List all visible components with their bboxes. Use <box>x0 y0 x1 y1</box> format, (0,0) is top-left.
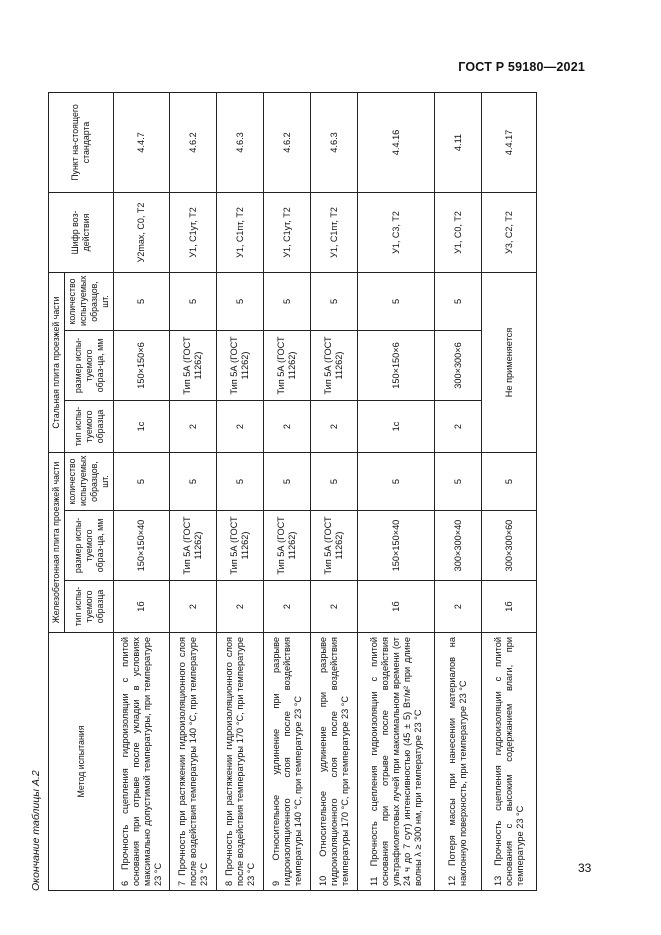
code-cell: У1, С1ут, Т2 <box>264 192 311 272</box>
clause-cell: 4.4.17 <box>482 92 537 192</box>
concrete-type-cell: 2 <box>217 581 264 633</box>
concrete-count-cell: 5 <box>482 453 537 511</box>
steel-count-cell: 5 <box>217 272 264 330</box>
rotated-table-area <box>30 93 531 891</box>
table-row <box>114 92 170 890</box>
steel-not-applicable-cell: Не применяется <box>482 272 537 452</box>
concrete-type-cell: 2 <box>170 581 217 633</box>
table-a2 <box>48 92 537 891</box>
steel-size-cell: Тип 5А (ГОСТ 11262) <box>311 331 358 401</box>
method-cell: 8 Прочность при растяжении гидроизоляционного слоя после воздействия температуры 170 °С, при температуре 23 °С <box>217 633 264 891</box>
steel-type-cell: 2 <box>264 401 311 453</box>
concrete-count-cell: 5 <box>170 453 217 511</box>
steel-type-cell: 2 <box>170 401 217 453</box>
method-cell: 11 Прочность сцепления гидроизоляции с плитой основания при отрыве после воздействия ультрафиолетовых лучей при максимальном времени (от 24 ч до 7 сут) интенсивностью (45 ± 5) Вт/м² при длине волны λ ≥ 300 нм, при температуре 23 °С <box>358 633 435 891</box>
table-row <box>435 92 482 890</box>
concrete-count-cell: 5 <box>311 453 358 511</box>
table-caption: Окончание таблицы А.2 <box>30 770 42 891</box>
table-row <box>264 92 311 890</box>
steel-size-cell: Тип 5А (ГОСТ 11262) <box>217 331 264 401</box>
steel-count-cell: 5 <box>114 272 170 330</box>
concrete-size-cell: Тип 5А (ГОСТ 11262) <box>311 511 358 581</box>
concrete-type-cell: 2 <box>264 581 311 633</box>
clause-cell: 4.11 <box>435 92 482 192</box>
page-number: 33 <box>578 861 592 875</box>
clause-cell: 4.6.2 <box>170 92 217 192</box>
concrete-count-cell: 5 <box>358 453 435 511</box>
method-cell: 13 Прочность сцепления гидроизоляции с плитой основания с высоким содержанием влаги, при температуре 23 °С <box>482 633 537 891</box>
header-steel-count: количество испытуемых образцов, шт. <box>65 272 114 330</box>
header-method: Метод испытания <box>49 633 114 891</box>
header-concrete-count: количество испытуемых образцов, шт. <box>65 453 114 511</box>
steel-count-cell: 5 <box>435 272 482 330</box>
steel-size-cell: 150×150×6 <box>358 331 435 401</box>
code-cell: У1, С1пт, Т2 <box>217 192 264 272</box>
method-cell: 12 Потеря массы при нанесении материалов на наклонную поверхность, при температуре 23 °С <box>435 633 482 891</box>
steel-type-cell: 2 <box>435 401 482 453</box>
steel-count-cell: 5 <box>358 272 435 330</box>
steel-type-cell: 2 <box>311 401 358 453</box>
concrete-count-cell: 5 <box>114 453 170 511</box>
concrete-type-cell: 1б <box>114 581 170 633</box>
header-concrete-slab: Железобетонная плита проезжей части <box>49 453 65 633</box>
concrete-type-cell: 1б <box>482 581 537 633</box>
concrete-size-cell: Тип 5А (ГОСТ 11262) <box>217 511 264 581</box>
method-cell: 7 Прочность при растяжении гидроизоляционного слоя после воздействия температуры 140 °С, при температуре 23 °С <box>170 633 217 891</box>
clause-cell: 4.6.3 <box>311 92 358 192</box>
table-row <box>358 92 435 890</box>
steel-count-cell: 5 <box>170 272 217 330</box>
concrete-type-cell: 2 <box>435 581 482 633</box>
steel-size-cell: 150×150×6 <box>114 331 170 401</box>
clause-cell: 4.4.16 <box>358 92 435 192</box>
concrete-size-cell: 150×150×40 <box>114 511 170 581</box>
document-code: ГОСТ Р 59180—2021 <box>458 60 585 74</box>
header-steel-size: размер испы-туемого образ-ца, мм <box>65 331 114 401</box>
header-steel-slab: Стальная плита проезжей части <box>49 272 65 452</box>
steel-size-cell: Тип 5А (ГОСТ 11262) <box>264 331 311 401</box>
steel-type-cell: 1с <box>114 401 170 453</box>
table-row <box>170 92 217 890</box>
concrete-size-cell: 300×300×60 <box>482 511 537 581</box>
code-cell: У3, С2, Т2 <box>482 192 537 272</box>
code-cell: У1, С3, Т2 <box>358 192 435 272</box>
table-row <box>311 92 358 890</box>
method-cell: 10 Относительное удлинение при разрыве гидроизоляционного слоя после воздействия температуры 170 °С, при температуре 23 °С <box>311 633 358 891</box>
method-cell: 6 Прочность сцепления гидроизоляции с плитой основания при отрыве после укладки в условиях максимально допустимой температуры, при температуре 23 °С <box>114 633 170 891</box>
code-cell: У1, С0, Т2 <box>435 192 482 272</box>
concrete-size-cell: Тип 5А (ГОСТ 11262) <box>264 511 311 581</box>
code-cell: У2max, С0, Т2 <box>114 192 170 272</box>
code-cell: У1, С1пт, Т2 <box>311 192 358 272</box>
table-row <box>217 92 264 890</box>
steel-size-cell: 300×300×6 <box>435 331 482 401</box>
header-steel-type: тип испы-туемого образца <box>65 401 114 453</box>
clause-cell: 4.6.3 <box>217 92 264 192</box>
clause-cell: 4.4.7 <box>114 92 170 192</box>
header-concrete-type: тип испы-туемого образца <box>65 581 114 633</box>
concrete-count-cell: 5 <box>217 453 264 511</box>
table-row <box>482 92 537 890</box>
concrete-type-cell: 2 <box>311 581 358 633</box>
concrete-size-cell: 150×150×40 <box>358 511 435 581</box>
header-clause: Пункт на-стоящего стандарта <box>49 92 114 192</box>
header-concrete-size: размер испы-туемого образ-ца, мм <box>65 511 114 581</box>
steel-type-cell: 1с <box>358 401 435 453</box>
steel-count-cell: 5 <box>311 272 358 330</box>
method-cell: 9 Относительное удлинение при разрыве гидроизоляционного слоя после воздействия температуры 140 °С, при температуре 23 °С <box>264 633 311 891</box>
steel-size-cell: Тип 5А (ГОСТ 11262) <box>170 331 217 401</box>
concrete-size-cell: Тип 5А (ГОСТ 11262) <box>170 511 217 581</box>
concrete-type-cell: 1б <box>358 581 435 633</box>
code-cell: У1, С1ут, Т2 <box>170 192 217 272</box>
steel-count-cell: 5 <box>264 272 311 330</box>
steel-type-cell: 2 <box>217 401 264 453</box>
header-code: Шифр воз-действия <box>49 192 114 272</box>
concrete-size-cell: 300×300×40 <box>435 511 482 581</box>
concrete-count-cell: 5 <box>264 453 311 511</box>
concrete-count-cell: 5 <box>435 453 482 511</box>
clause-cell: 4.6.2 <box>264 92 311 192</box>
